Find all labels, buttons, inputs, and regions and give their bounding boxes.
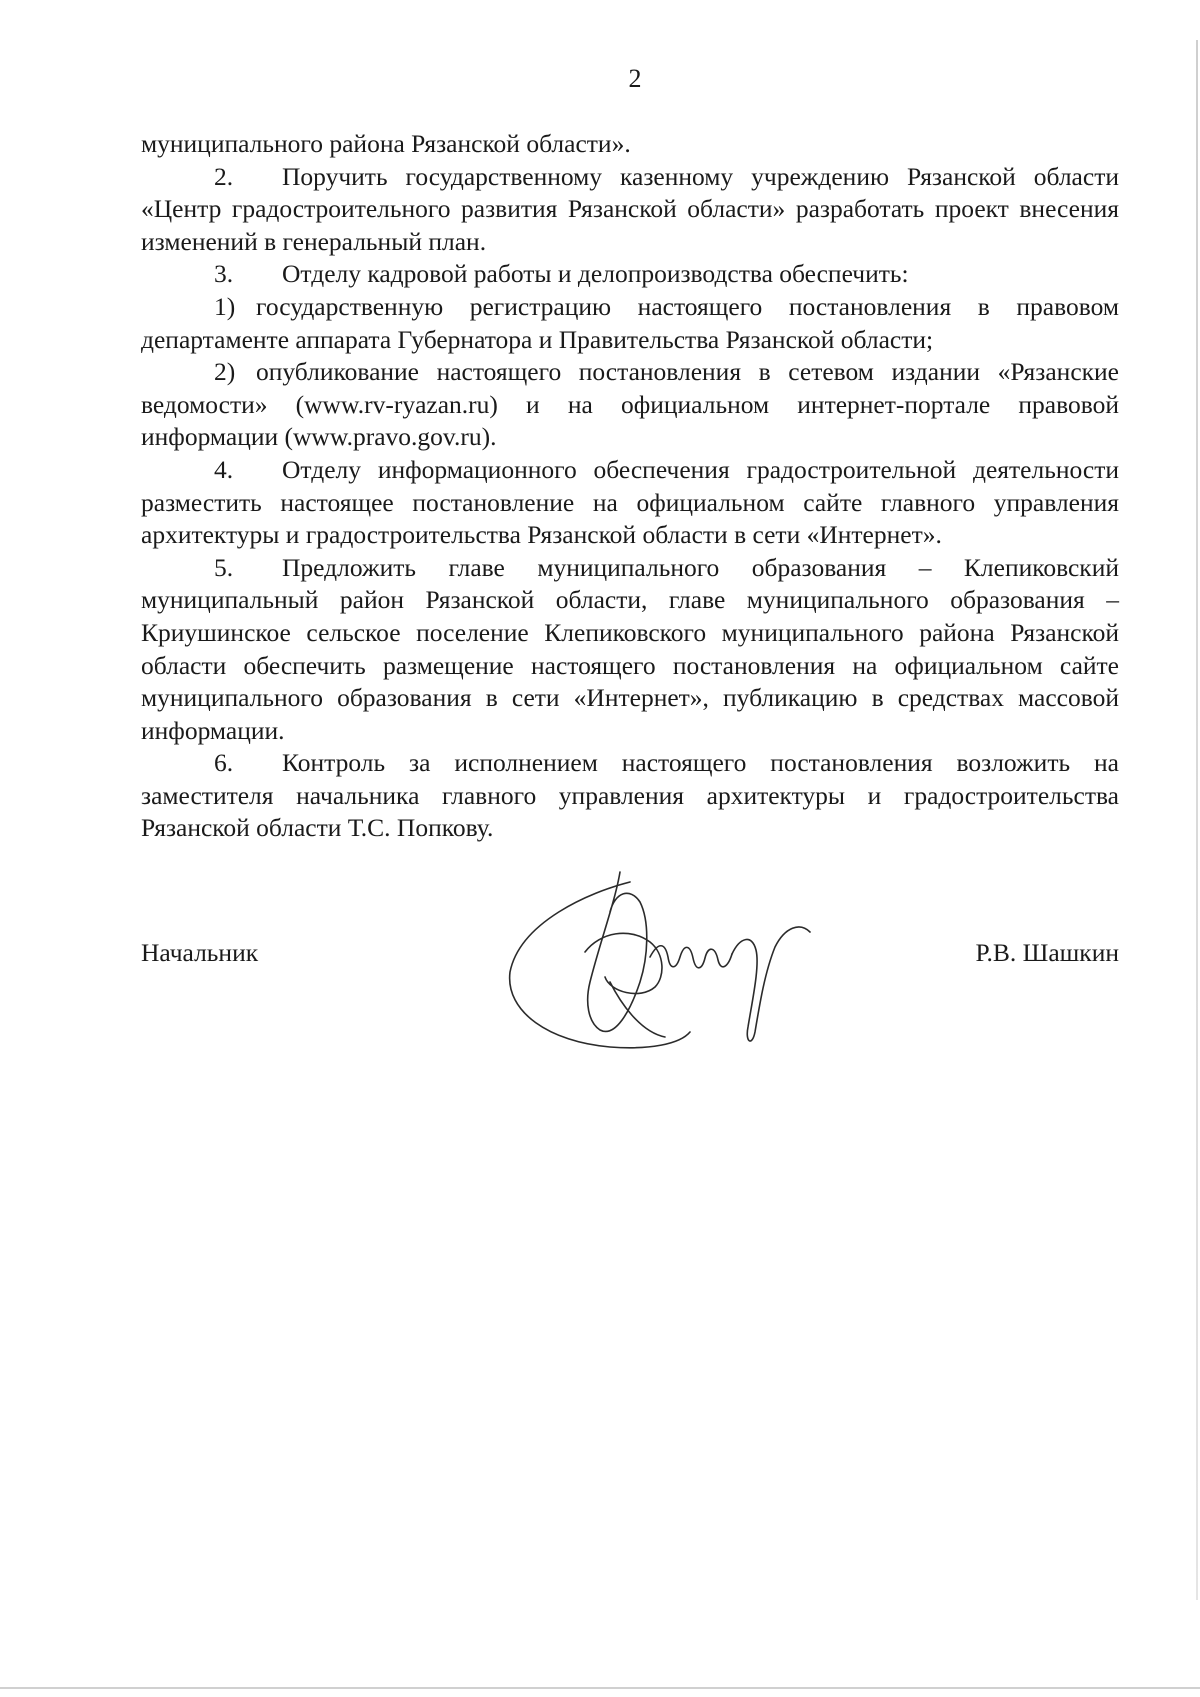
paragraph-text: Отделу кадровой работы и делопроизводства обеспечить: <box>282 259 909 289</box>
signature-block <box>141 938 1119 978</box>
paragraph-continuation <box>141 128 1119 161</box>
signatory-title: Начальник <box>141 938 259 967</box>
paragraph-subitem-1 <box>141 291 1119 356</box>
paragraph-text: Отделу информационного обеспечения градостроительной деятельности разместить настоящее постановление на официальном сайте главного управления архитектуры и градостроительства Рязанской области в сети «Интернет». <box>141 454 1119 550</box>
paragraph-number: 2) <box>214 357 236 387</box>
scan-edge-right <box>1196 40 1198 1600</box>
paragraph-number: 2. <box>214 161 234 191</box>
page-number: 2 <box>628 64 642 93</box>
paragraph-text: государственную регистрацию настоящего постановления в правовом департаменте аппарата Губернатора и Правительства Рязанской области; <box>141 291 1119 354</box>
paragraph-number: 3. <box>214 259 234 289</box>
paragraph-item-4 <box>141 454 1119 552</box>
paragraph-number: 4. <box>214 454 234 484</box>
paragraph-item-3 <box>141 258 1119 291</box>
paragraph-number: 5. <box>214 552 234 582</box>
scan-edge-bottom <box>0 1687 1200 1689</box>
paragraph-number: 6. <box>214 748 234 778</box>
paragraph-text: муниципального района Рязанской области». <box>141 129 631 158</box>
signatory-name: Р.В. Шашкин <box>975 938 1119 967</box>
paragraph-text: Поручить государственному казенному учреждению Рязанской области «Центр градостроительного развития Рязанской области» разработать проект внесения изменений в генеральный план. <box>141 161 1119 256</box>
paragraph-item-5 <box>141 552 1119 748</box>
paragraph-item-2 <box>141 161 1119 259</box>
paragraph-text: Контроль за исполнением настоящего постановления возложить на заместителя начальника главного управления архитектуры и градостроительства Рязанской области Т.С. Попкову. <box>141 748 1119 843</box>
document-body <box>141 128 1119 845</box>
paragraph-subitem-2 <box>141 356 1119 454</box>
paragraph-text: Предложить главе муниципального образования – Клепиковский муниципальный район Рязанской области, главе муниципального образования – Криушинское сельское поселение Клепиковского муниципального района Рязанской области обеспечить размещение настоящего постановления на официальном сайте муниципального образования в сети «Интернет», публикацию в средствах массовой информации. <box>141 552 1119 745</box>
paragraph-text: опубликование настоящего постановления в сетевом издании «Рязанские ведомости» (www.rv-ryazan.ru) и на официальном интернет-портале правовой информации (www.pravo.gov.ru). <box>141 357 1119 452</box>
paragraph-item-6 <box>141 747 1119 845</box>
paragraph-number: 1) <box>214 291 236 321</box>
